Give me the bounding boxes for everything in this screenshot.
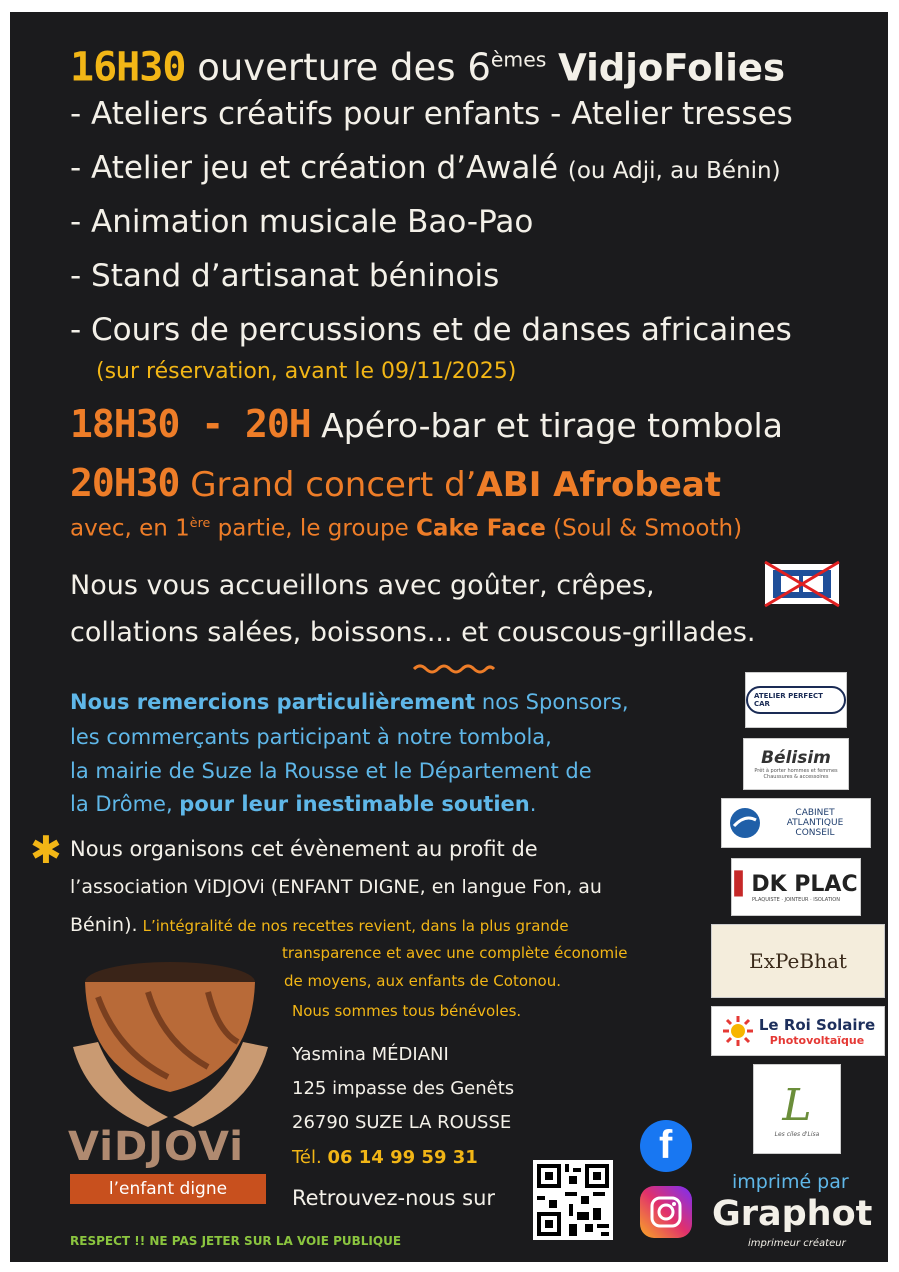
asterisk-icon: ✱ [30, 828, 62, 872]
sponsor-dkplac-text [734, 872, 857, 897]
organize-line-4: transparence et avec une complète économie [282, 944, 628, 962]
printer-name: Graphot [712, 1194, 873, 1234]
organize-line-6: Nous sommes tous bénévoles. [292, 1002, 522, 1020]
no-credit-card-icon [763, 560, 841, 608]
first-part-sup: ère [189, 515, 211, 530]
sponsor-perfect-car [745, 672, 847, 728]
sponsor-perfect-car-text: ATELIER PERFECT CAR [746, 686, 846, 714]
contact-street: 125 impasse des Genêts [292, 1078, 515, 1099]
first-part-pre: avec, en 1 [70, 515, 190, 542]
sponsor-expebhat-text: ExPeBhat [749, 949, 847, 973]
opening-text [197, 46, 546, 89]
organize-line-2: l’association ViDJOVi (ENFANT DIGNE, en langue Fon, au [70, 876, 602, 898]
sponsor-dkplac-name: DK PLAC [751, 871, 858, 897]
sponsor-belisim-text: Bélisim [761, 748, 831, 768]
organize-3b: L’intégralité de nos recettes revient, dans la plus grande [142, 917, 569, 935]
social-text: Retrouvez-nous sur [292, 1186, 496, 1210]
dkplac-mark: ▌ [734, 871, 752, 897]
opening-line [70, 38, 785, 90]
thanks-rest: nos Sponsors, [475, 690, 629, 714]
sponsor-cabinet-text: CABINET ATLANTIQUE CONSEIL [786, 808, 844, 838]
vidjovi-tagline: l’enfant digne [70, 1174, 266, 1204]
opening-time: 16H30 [70, 44, 186, 91]
facebook-icon[interactable] [640, 1120, 692, 1172]
organize-3a: Bénin). [70, 914, 138, 936]
facebook-f-glyph: f [659, 1123, 673, 1167]
concert-time: 20H30 [70, 461, 180, 505]
contact-name: Yasmina MÉDIANI [292, 1044, 449, 1065]
activity-1-text: - Ateliers créatifs pour enfants - Atelier tresses [70, 96, 793, 132]
sponsor-dkplac-sub: PLAQUISTE · JOINTEUR · ISOLATION [752, 896, 840, 903]
concert-line [70, 461, 721, 505]
thanks-4a: la Drôme, [70, 792, 180, 816]
event-name: VidjoFolies [558, 46, 786, 90]
sponsor-dk-plac [731, 858, 861, 916]
qr-code[interactable] [533, 1160, 613, 1240]
apero-line [70, 402, 783, 446]
sponsor-cabinet-atlantique [721, 798, 871, 848]
thanks-line-2: les commerçants participant à notre tombola, [70, 725, 552, 749]
printer-label: imprimé par [732, 1171, 849, 1193]
thanks-line-1 [70, 690, 629, 714]
sponsor-expebhat [711, 924, 885, 998]
respect-notice: RESPECT !! NE PAS JETER SUR LA VOIE PUBLIQUE [70, 1234, 402, 1248]
bowl-hands-illustration [68, 952, 273, 1132]
thanks-4c: . [529, 792, 537, 816]
sponsor-belisim-sub: Prêt à porter hommes et femmes Chaussures & accessoires [754, 768, 838, 780]
sponsor-lisa-letter: L [782, 1080, 812, 1131]
apero-time: 18H30 - 20H [70, 402, 311, 446]
organize-line-1: Nous organisons cet évènement au profit de [70, 837, 538, 861]
activity-1 [70, 96, 793, 132]
apero-text: Apéro-bar et tirage tombola [321, 406, 783, 445]
first-part-line [70, 515, 742, 542]
thanks-bold: Nous remercions particulièrement [70, 690, 476, 714]
wave-divider [412, 660, 496, 679]
cabinet-logo-icon [728, 806, 762, 840]
opening-sup: èmes [490, 48, 547, 72]
sponsor-ciles-lisa [753, 1064, 841, 1154]
concert-artist: ABI Afrobeat [476, 465, 722, 505]
sun-icon [721, 1014, 755, 1048]
organize-line-5: de moyens, aux enfants de Cotonou. [284, 972, 561, 990]
concert-text: Grand concert d’ [190, 465, 477, 505]
thanks-4b: pour leur inestimable soutien [179, 792, 530, 816]
first-part-post: (Soul & Smooth) [545, 515, 743, 542]
vidjovi-logo [68, 952, 273, 1212]
first-part-band: Cake Face [416, 515, 546, 542]
printer-tagline: imprimeur créateur [748, 1238, 846, 1249]
welcome-line-1: Nous vous accueillons avec goûter, crêpes, [70, 570, 655, 601]
first-part-mid: partie, le groupe [210, 515, 417, 542]
activity-5: - Cours de percussions et de danses africaines [70, 312, 792, 348]
sponsor-roi-sub: Photovoltaïque [769, 1033, 865, 1047]
sponsor-belisim [743, 738, 849, 790]
activity-4: - Stand d’artisanat béninois [70, 258, 500, 294]
activity-2 [70, 150, 781, 186]
opening-text-main: ouverture des 6 [197, 46, 491, 90]
thanks-line-4 [70, 792, 536, 816]
activity-2-text: - Atelier jeu et création d’Awalé [70, 150, 559, 186]
sponsor-lisa-text: Les ciles d'Lisa [774, 1131, 820, 1138]
contact-phone-line [292, 1147, 478, 1168]
welcome-line-2: collations salées, boissons... et couscous-grillades. [70, 617, 756, 648]
reservation-note: (sur réservation, avant le 09/11/2025) [96, 359, 517, 384]
activity-2-extra: (ou Adji, au Bénin) [567, 158, 781, 184]
sponsor-roi-solaire [711, 1006, 885, 1056]
sponsor-roi-text [759, 1016, 875, 1047]
sponsor-roi-name: Le Roi Solaire [758, 1015, 876, 1034]
thanks-line-3: la mairie de Suze la Rousse et le Département de [70, 759, 592, 783]
phone-label: Tél. [292, 1147, 322, 1168]
activity-3: - Animation musicale Bao-Pao [70, 204, 534, 240]
phone-number[interactable]: 06 14 99 59 31 [327, 1147, 478, 1168]
organize-line-3 [70, 914, 569, 936]
vidjovi-name: ViDJOVi [68, 1124, 244, 1170]
contact-city: 26790 SUZE LA ROUSSE [292, 1112, 512, 1133]
instagram-icon[interactable] [640, 1186, 692, 1238]
